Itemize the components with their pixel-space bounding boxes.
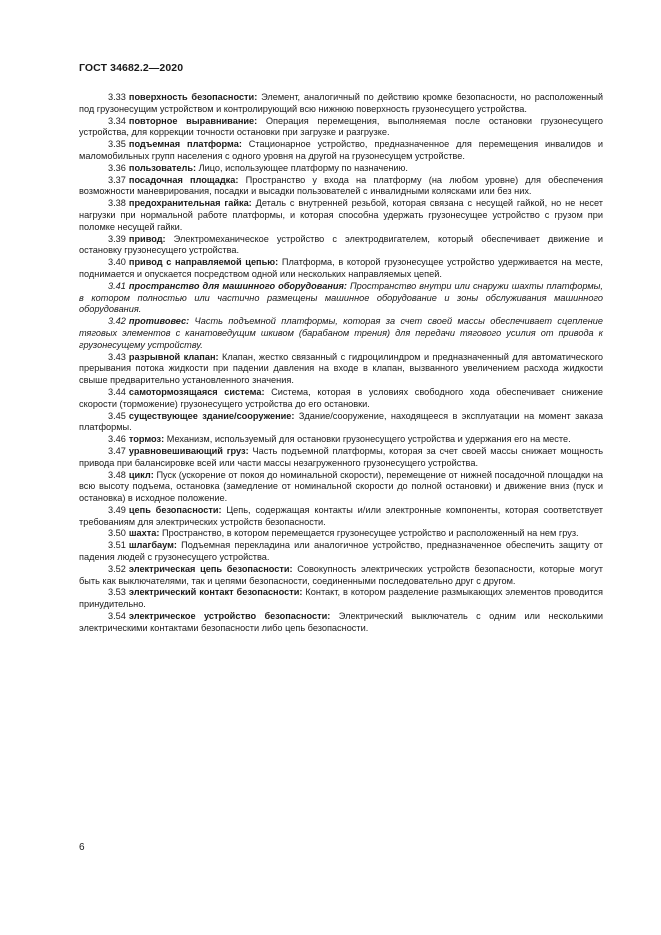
definition-term: электрическое устройство безопасности: [128, 611, 331, 622]
definition-number: 3.52 [108, 563, 126, 574]
definition-text: Операция перемещения, выполняемая после остановки грузонесущего устройства, для коррекции точности остановки при загрузке и разгрузке. [79, 115, 603, 138]
definition-number: 3.41 [108, 280, 126, 291]
definition-item [79, 316, 603, 351]
definition-item [79, 611, 603, 635]
definition-term: поверхность безопасности: [128, 92, 258, 102]
definition-text: Платформа, в которой грузонесущее устройство удерживается на месте, поднимается и опускается посредством одной или нескольких направляемых цепей. [79, 257, 603, 279]
definition-number: 3.39 [108, 233, 126, 244]
definition-term: самотормозящаяся система: [128, 386, 265, 397]
definition-number: 3.42 [108, 316, 126, 327]
definition-term: пространство для машинного оборудования: [128, 280, 347, 291]
definition-number: 3.33 [108, 92, 126, 102]
definition-term: разрывной клапан: [128, 351, 219, 362]
definition-term: привод с направляемой цепью: [128, 257, 279, 268]
definition-item [79, 257, 603, 281]
definition-text: Цепь, содержащая контакты и/или электронные компоненты, которая соответствует требованиям для электрических устройств безопасности. [79, 504, 603, 527]
definition-number: 3.53 [108, 587, 126, 598]
definition-term: уравновешивающий груз: [128, 445, 249, 456]
definition-number: 3.38 [108, 198, 126, 209]
definition-item [79, 387, 603, 411]
definition-item [79, 446, 603, 470]
page-number: 6 [79, 842, 85, 853]
definition-number: 3.35 [108, 139, 126, 150]
definition-text: Электромеханическое устройство с электродвигателем, который обеспечивает движение и остановку грузонесущего устройства. [79, 233, 603, 256]
definition-item [79, 528, 603, 540]
definition-number: 3.40 [108, 257, 126, 268]
definition-text: Пространство у входа на платформу (на любом уровне) для обеспечения возможности маневрирования, посадки и высадки пользователей с инвалидными колясками или без них. [79, 174, 603, 197]
definition-text: Электрический выключатель с одним или несколькими электрическими контактами безопасности либо цепь безопасности. [79, 611, 604, 633]
definition-term: цикл: [128, 469, 154, 480]
definition-number: 3.50 [108, 528, 126, 539]
definition-text: Часть подъемной платформы, которая за счет своей массы снижает мощность привода при балансировке всей или части массы незагруженного грузонесущего устройства. [79, 445, 604, 468]
definition-number: 3.45 [108, 410, 126, 421]
definition-term: предохранительная гайка: [128, 198, 252, 209]
definition-text: Пуск (ускорение от покоя до номинальной скорости), перемещение от нижней посадочной площадки на всю высоту подъема, остановка (замедление от номинальной скорости до полной остановки) и движение вниз (пуск и остановка) в исходное положение. [79, 469, 603, 504]
definition-number: 3.44 [108, 386, 126, 397]
definition-term: цепь безопасности: [128, 504, 222, 515]
definition-text: Контакт, в котором разделение размыкающих элементов проводится принудительно. [79, 587, 603, 610]
definition-term: пользователь: [128, 162, 197, 173]
definition-text: Часть подъемной платформы, которая за счет своей массы обеспечивает сцепление тяговых элементов с канатоведущим шкивом (барабаном трения) для передачи тягового усилия от привода к грузонесущему устройству. [79, 316, 603, 350]
definition-number: 3.47 [108, 445, 126, 456]
definition-term: шлагбаум: [128, 540, 177, 551]
definition-text: Клапан, жестко связанный с гидроцилиндром и предназначенный для автоматического прерывания потока жидкости при падении давления на входе в клапан, вызванного увеличением расхода жидкости свыше предварительно установленного значения. [79, 351, 603, 386]
definitions-list [79, 92, 603, 635]
definition-term: противовес: [128, 316, 190, 327]
definition-item [79, 281, 603, 316]
definition-term: посадочная площадка: [128, 174, 239, 185]
definition-number: 3.37 [108, 174, 126, 185]
definition-text: Деталь с внутренней резьбой, которая связана с несущей гайкой, но не несет нагрузки при нормальной работе платформы, и которая способна удержать грузонесущее устройство с грузом при поломке несущей гайки. [79, 198, 603, 232]
definition-item [79, 352, 603, 387]
definition-item [79, 540, 603, 564]
definition-number: 3.46 [108, 434, 126, 445]
definition-number: 3.54 [108, 611, 126, 622]
definition-item [79, 434, 603, 446]
definition-item [79, 587, 603, 611]
definition-text: Пространство внутри или снаружи шахты платформы, в котором полностью или частично размещены машинное оборудование и зоны обслуживания машинного оборудования. [79, 280, 603, 315]
definition-item [79, 564, 603, 588]
definition-term: электрическая цепь безопасности: [128, 563, 293, 574]
definition-text: Стационарное устройство, предназначенное для перемещения инвалидов и маломобильных групп населения с одного уровня на другой на грузонесущем устройстве. [79, 139, 603, 161]
definition-text: Механизм, используемый для остановки грузонесущего устройства и удержания его на месте. [164, 434, 571, 445]
definition-text: Элемент, аналогичный по действию кромке безопасности, но расположенный под грузонесущим устройством и контролирующий всю нижнюю поверхность грузонесущего устройства. [79, 92, 603, 114]
definition-text: Подъемная перекладина или аналогичное устройство, предназначенное обеспечить защиту от падения людей с грузонесущего устройства. [79, 540, 603, 563]
definition-item [79, 175, 603, 199]
definition-text: Лицо, использующее платформу по назначению. [196, 162, 408, 173]
definition-item [79, 139, 603, 163]
definition-number: 3.34 [108, 115, 126, 126]
definition-number: 3.51 [108, 540, 126, 551]
definition-text: Система, которая в условиях свободного хода обеспечивает снижение скорости (торможение) грузонесущего устройства до его остановки. [79, 386, 603, 409]
definition-text: Здание/сооружение, находящееся в эксплуатации на момент заказа платформы. [79, 410, 603, 433]
definition-term: существующее здание/сооружение: [128, 410, 295, 421]
definition-item [79, 234, 603, 258]
definition-number: 3.48 [108, 469, 126, 480]
definition-item [79, 92, 603, 116]
definition-term: тормоз: [128, 434, 165, 445]
standard-header: ГОСТ 34682.2—2020 [79, 62, 184, 74]
definition-term: электрический контакт безопасности: [128, 587, 303, 598]
definition-item [79, 505, 603, 529]
definition-number: 3.36 [108, 162, 126, 173]
definition-text: Совокупность электрических устройств безопасности, которые могут быть как выключателями, так и цепями безопасности, соединенными последовательно друг с другом. [79, 563, 603, 586]
definition-number: 3.43 [108, 351, 126, 362]
definition-term: подъемная платформа: [128, 139, 242, 150]
definition-text: Пространство, в котором перемещается грузонесущее устройство и расположенный на нем груз. [159, 528, 579, 539]
definition-item [79, 411, 603, 435]
definition-term: повторное выравнивание: [128, 115, 258, 126]
definition-item [79, 198, 603, 233]
definition-item [79, 163, 603, 175]
definition-term: привод: [128, 233, 166, 244]
definition-number: 3.49 [108, 504, 126, 515]
definition-term: шахта: [128, 528, 160, 539]
definition-item [79, 470, 603, 505]
definition-item [79, 116, 603, 140]
